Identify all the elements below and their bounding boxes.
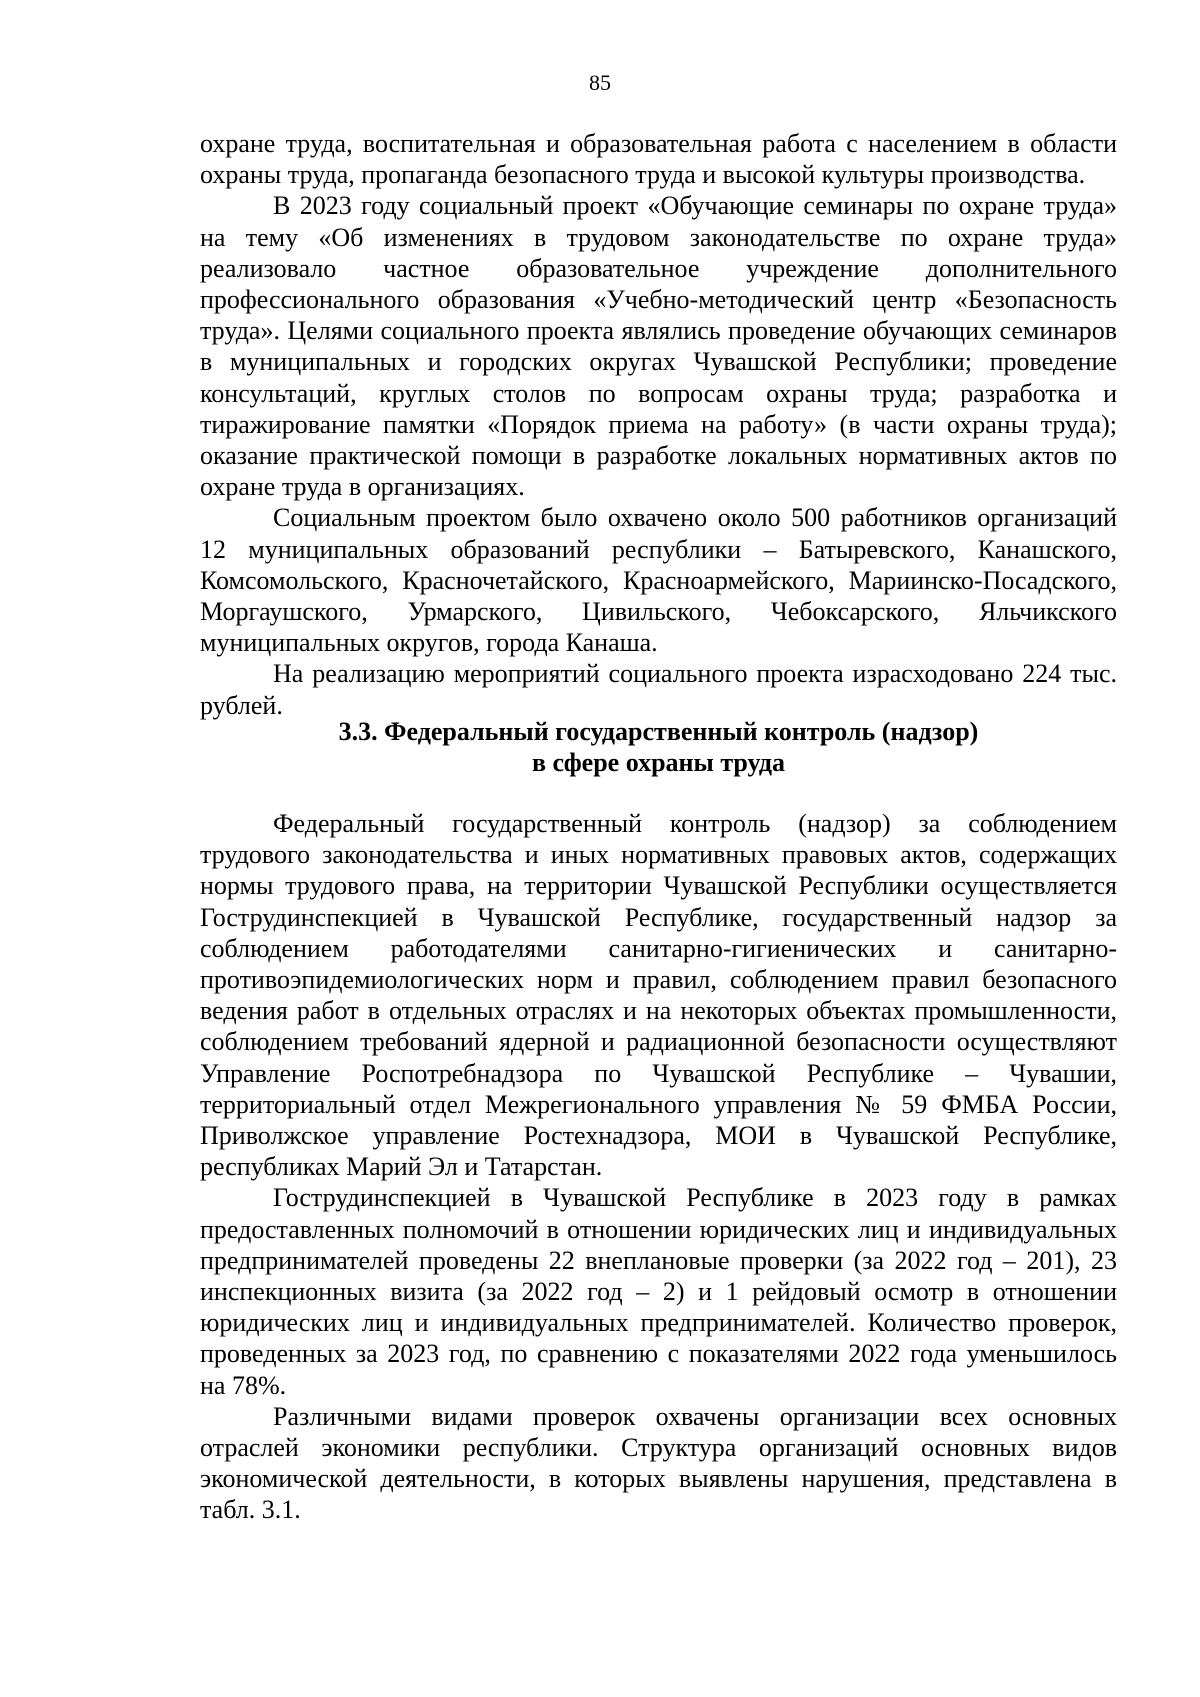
paragraph: Различными видами проверок охвачены организации всех основных отраслей экономики республики. Структура организаций основных видов экономической деятельности, в которых выявлены нарушения, представлена в табл. 3.1. bbox=[200, 1401, 1117, 1525]
page-number: 85 bbox=[589, 70, 611, 95]
section-heading bbox=[200, 716, 1117, 778]
section-heading-line: 3.3. Федеральный государственный контроль (надзор) bbox=[338, 717, 979, 746]
paragraph: В 2023 году социальный проект «Обучающие семинары по охране труда» на тему «Об изменениях в трудовом законодательстве по охране труда» реализовало частное образовательное учреждение дополнительного профессионального образования «Учебно-методический центр «Безопасность труда». Целями социального проекта являлись проведение обучающих семинаров в муниципальных и городских округах Чувашской Республики; проведение консультаций, круглых столов по вопросам охраны труда; разработка и тиражирование памятки «Порядок приема на работу» (в части охраны труда); оказание практической помощи в разработке локальных нормативных актов по охране труда в организациях. bbox=[200, 191, 1117, 502]
body-text-top bbox=[200, 128, 1117, 721]
section-heading-line: в сфере охраны труда bbox=[531, 748, 786, 778]
paragraph: Гострудинспекцией в Чувашской Республике в 2023 году в рамках предоставленных полномочий в отношении юридических лиц и индивидуальных предпринимателей проведены 22 внеплановые проверки (за 2022 год – 201), 23 инспекционных визита (за 2022 год – 2) и 1 рейдовый осмотр в отношении юридических лиц и индивидуальных предпринимателей. Количество проверок, проведенных за 2023 год, по сравнению с показателями 2022 года уменьшилось на 78%. bbox=[200, 1183, 1117, 1400]
paragraph: На реализацию мероприятий социального проекта израсходовано 224 тыс. рублей. bbox=[200, 659, 1117, 720]
body-text-bottom bbox=[200, 808, 1117, 1526]
paragraph: охране труда, воспитательная и образовательная работа с населением в области охраны труда, пропаганда безопасного труда и высокой культуры производства. bbox=[200, 129, 1117, 190]
paragraph: Социальным проектом было охвачено около 500 работников организаций 12 муниципальных образований республики – Батыревского, Канашского, Комсомольского, Красночетайского, Красноармейского, Мариинско-Посадского, Моргаушского, Урмарского, Цивильского, Чебоксарского, Яльчикского муниципальных округов, города Канаша. bbox=[200, 503, 1117, 658]
paragraph: Федеральный государственный контроль (надзор) за соблюдением трудового законодательства и иных нормативных правовых актов, содержащих нормы трудового права, на территории Чувашской Республики осуществляется Гострудинспекцией в Чувашской Республике, государственный надзор за соблюдением работодателями санитарно-гигиенических и санитарно-противоэпидемиологических норм и правил, соблюдением правил безопасного ведения работ в отдельных отраслях и на некоторых объектах промышленности, соблюдением требований ядерной и радиационной безопасности осуществляют Управление Роспотребнадзора по Чувашской Республике – Чувашии, территориальный отдел Межрегионального управления № 59 ФМБА России, Приволжское управление Ростехнадзора, МОИ в Чувашской Республике, республиках Марий Эл и Татарстан. bbox=[200, 809, 1117, 1182]
